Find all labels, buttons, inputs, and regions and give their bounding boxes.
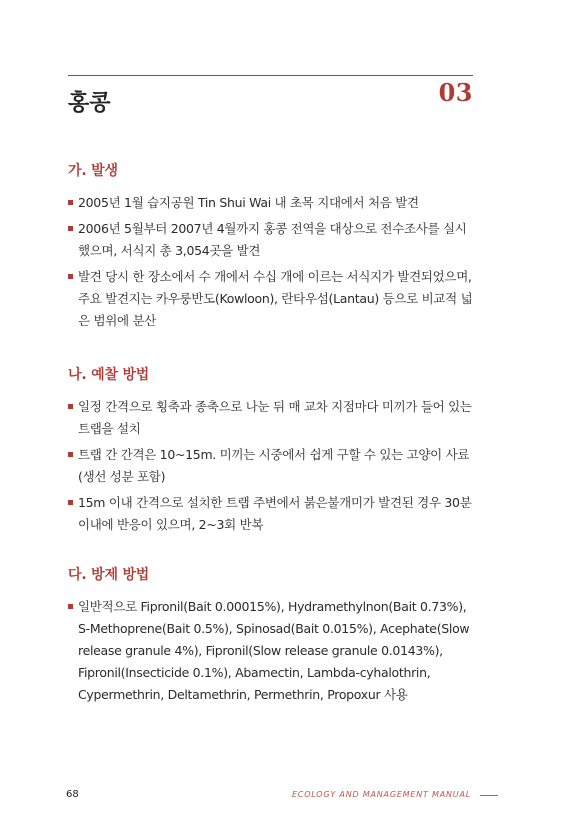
list-item: 15m 이내 간격으로 설치한 트랩 주변에서 붉은불개미가 발견된 경우 30분 이내에 반응이 있으며, 2~3회 반복 bbox=[68, 492, 478, 536]
footer-manual-title: ECOLOGY AND MANAGEMENT MANUAL bbox=[291, 790, 471, 799]
section-occurrence bbox=[68, 160, 478, 336]
section-title: 가. 발생 bbox=[68, 163, 118, 179]
bullet-list bbox=[68, 596, 478, 706]
section-title: 다. 방제 방법 bbox=[68, 567, 150, 583]
list-item: 트랩 간 간격은 10~15m. 미끼는 시중에서 쉽게 구할 수 있는 고양이 사료(생선 성분 포함) bbox=[68, 444, 478, 488]
list-item: 2005년 1월 습지공원 Tin Shui Wai 내 초목 지대에서 처음 발견 bbox=[68, 192, 478, 214]
header-rule bbox=[68, 75, 473, 76]
list-item: 일반적으로 Fipronil(Bait 0.00015%), Hydramethylnon(Bait 0.73%), S-Methoprene(Bait 0.5%), Spinosad(Bait 0.015%), Acephate(Slow release granule 4%), Fipronil(Slow release granule 0.0143%), Fipronil(Insecticide 0.1%), Abamectin, Lambda-cyhalothrin, Cypermethrin, Deltamethrin, Permethrin, Propoxur 사용 bbox=[68, 596, 478, 706]
section-control bbox=[68, 564, 478, 710]
page-title: 홍콩 bbox=[68, 91, 111, 116]
footer-rule bbox=[480, 795, 498, 796]
list-item: 2006년 5월부터 2007년 4월까지 홍콩 전역을 대상으로 전수조사를 실시했으며, 서식지 총 3,054곳을 발견 bbox=[68, 218, 478, 262]
bullet-list bbox=[68, 396, 478, 536]
bullet-list bbox=[68, 192, 478, 332]
section-title: 나. 예찰 방법 bbox=[68, 367, 150, 383]
chapter-number: 03 bbox=[438, 78, 473, 107]
section-monitoring bbox=[68, 364, 478, 540]
list-item: 일정 간격으로 횡축과 종축으로 나눈 뒤 매 교차 지점마다 미끼가 들어 있는 트랩을 설치 bbox=[68, 396, 478, 440]
list-item: 발견 당시 한 장소에서 수 개에서 수십 개에 이르는 서식지가 발견되었으며, 주요 발견지는 카우룽반도(Kowloon), 란타우섬(Lantau) 등으로 비교적 넓은 범위에 분산 bbox=[68, 266, 478, 332]
page-number: 68 bbox=[66, 789, 79, 800]
